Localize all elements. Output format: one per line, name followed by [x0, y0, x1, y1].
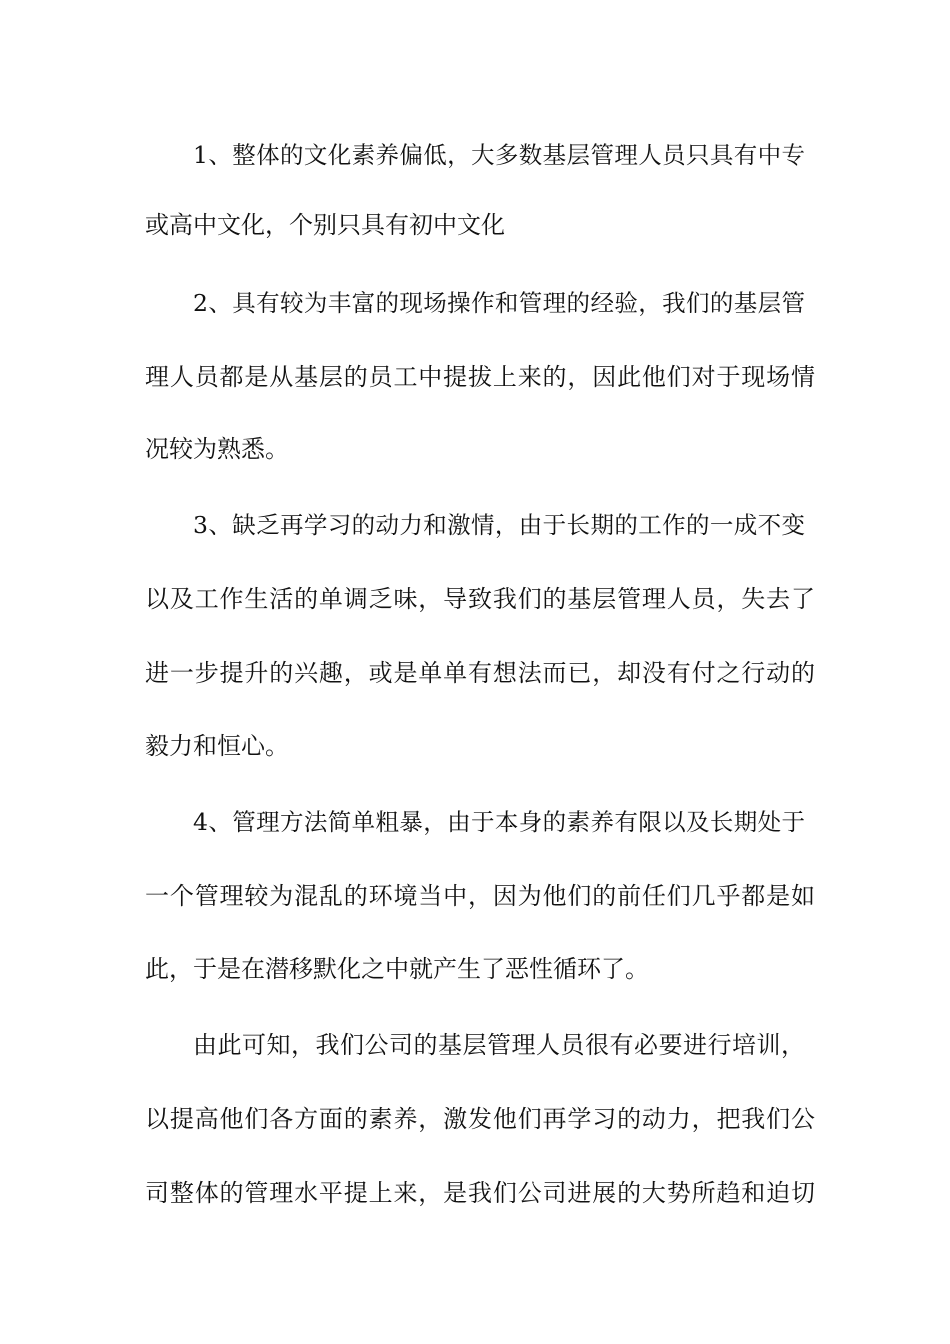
paragraph-line: 或高中文化，个别只具有初中文化 [145, 211, 505, 239]
paragraph-line: 由此可知，我们公司的基层管理人员很有必要进行培训， [193, 1031, 805, 1059]
paragraph-line: 毅力和恒心。 [145, 732, 289, 760]
paragraph-line: 2、具有较为丰富的现场操作和管理的经验，我们的基层管 [193, 289, 805, 317]
paragraph-line: 3、缺乏再学习的动力和激情，由于长期的工作的一成不变 [193, 511, 805, 539]
paragraph-line: 进一步提升的兴趣，或是单单有想法而已，却没有付之行动的 [145, 659, 815, 687]
paragraph-line: 以及工作生活的单调乏味，导致我们的基层管理人员，失去了 [145, 585, 815, 613]
paragraph-line: 理人员都是从基层的员工中提拔上来的，因此他们对于现场情 [145, 363, 815, 391]
paragraph-line: 司整体的管理水平提上来，是我们公司进展的大势所趋和迫切 [145, 1179, 815, 1207]
paragraph-line: 此，于是在潜移默化之中就产生了恶性循环了。 [145, 955, 649, 983]
paragraph-line: 4、管理方法简单粗暴，由于本身的素养有限以及长期处于 [193, 808, 805, 836]
paragraph-line: 1、整体的文化素养偏低，大多数基层管理人员只具有中专 [193, 141, 805, 169]
paragraph-line: 一个管理较为混乱的环境当中，因为他们的前任们几乎都是如 [145, 882, 815, 910]
paragraph-line: 以提高他们各方面的素养，激发他们再学习的动力，把我们公 [145, 1105, 815, 1133]
paragraph-line: 况较为熟悉。 [145, 435, 289, 463]
